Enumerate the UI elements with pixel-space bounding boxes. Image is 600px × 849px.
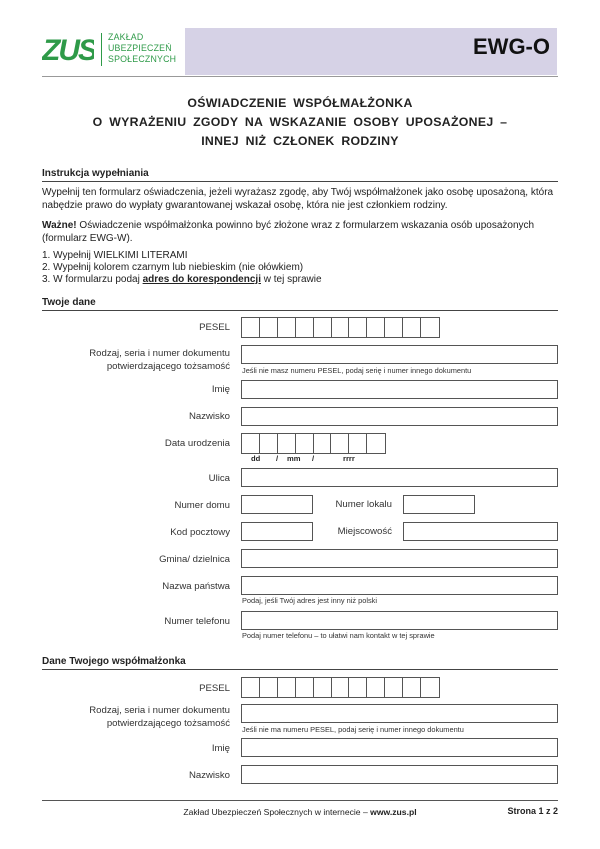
footer-text-pre: Zakład Ubezpieczeń Społecznych w internecie – [183,807,371,817]
postal-code-label: Kod pocztowy [170,527,230,538]
document-input[interactable] [241,345,558,364]
instructions-intro: Wypełnij ten formularz oświadczenia, jeżeli wyrażasz zgodę, aby Twój współmałżonek jako osobę uposażoną, która nabędzie prawo do wypłaty gwarantowanej wskazał osobę, która nie jest członkiem rodziny. [42,187,554,211]
pesel-input[interactable] [241,317,440,338]
footer-link[interactable]: www.zus.pl [370,807,417,817]
phone-label: Numer telefonu [164,616,230,627]
spouse-pesel-label: PESEL [199,683,230,694]
spouse-data-heading: Dane Twojego współmałżonka [42,656,186,667]
spouse-document-label-line-1: Rodzaj, seria i numer dokumentu [89,705,230,716]
country-hint: Podaj, jeśli Twój adres jest inny niż polski [242,596,378,605]
document-label-line-1: Rodzaj, seria i numer dokumentu [89,348,230,359]
country-input[interactable] [241,576,558,595]
last-name-label: Nazwisko [188,411,230,422]
your-data-divider [42,310,558,311]
commune-label: Gmina/ dzielnica [159,554,230,565]
date-sep-1: / [276,454,279,463]
instructions-heading: Instrukcja wypełniania [42,168,149,179]
last-name-input[interactable] [241,407,558,426]
flat-no-label: Numer lokalu [335,499,392,510]
house-no-input[interactable] [241,495,313,514]
header-divider [42,76,558,77]
instructions-important [42,220,558,245]
country-label: Nazwa państwa [162,581,230,592]
item-3-post: w tej sprawie [260,274,322,285]
date-mm-label: mm [287,454,301,463]
document-label-line-2: potwierdzającego tożsamość [106,361,230,372]
form-code: EWG-O [473,34,550,59]
date-rrrr-label: rrrr [343,454,355,463]
spouse-first-name-input[interactable] [241,738,558,757]
logo-line-1: ZAKŁAD [108,32,144,42]
item-3-pre: 3. W formularzu podaj [42,274,143,285]
spouse-pesel-input[interactable] [241,677,440,698]
birth-date-input[interactable] [241,433,386,454]
instructions-item-1: 1. Wypełnij WIELKIMI LITERAMI [42,250,188,261]
footer-divider [42,800,558,801]
document-label [40,347,230,373]
phone-hint: Podaj numer telefonu – to ułatwi nam kontakt w tej sprawie [242,631,435,640]
your-data-heading: Twoje dane [42,297,96,308]
important-label: Ważne! [42,220,77,231]
logo-line-2: UBEZPIECZEŃ [108,43,172,53]
instructions-item-2: 2. Wypełnij kolorem czarnym lub niebieskim (nie ołówkiem) [42,262,304,273]
zus-logo-icon [42,34,94,64]
birth-date-label: Data urodzenia [164,438,230,449]
city-label: Miejscowość [337,526,392,537]
logo-divider [101,33,102,66]
spouse-document-label [40,704,230,730]
spouse-document-hint: Jeśli nie ma numeru PESEL, podaj serię i numer innego dokumentu [242,725,464,734]
item-3-bold: adres do korespondencji [142,274,261,285]
title-line-3: INNEJ NIŻ CZŁONEK RODZINY [201,134,399,148]
street-label: Ulica [208,473,230,484]
house-no-label: Numer domu [174,500,230,511]
logo-line-3: SPOŁECZNYCH [108,54,177,64]
instructions-item-3 [42,274,558,287]
date-dd-label: dd [251,454,261,463]
spouse-data-divider [42,669,558,670]
first-name-label: Imię [211,384,230,395]
spouse-last-name-label: Nazwisko [188,770,230,781]
first-name-input[interactable] [241,380,558,399]
important-text: Oświadczenie współmałżonka powinno być złożone wraz z formularzem wskazania osób uposażonych (formularz EWG-W). [42,220,535,244]
logo-word: ZUS [42,34,94,64]
date-sep-2: / [312,454,315,463]
spouse-document-input[interactable] [241,704,558,723]
document-hint: Jeśli nie masz numeru PESEL, podaj serię i numer innego dokumentu [242,366,472,375]
instructions-divider [42,181,558,182]
spouse-last-name-input[interactable] [241,765,558,784]
logo-text [108,32,176,65]
street-input[interactable] [241,468,558,487]
phone-input[interactable] [241,611,558,630]
pesel-label: PESEL [199,322,230,333]
title-line-2: O WYRAŻENIU ZGODY NA WSKAZANIE OSOBY UPOSAŻONEJ – [92,115,508,129]
postal-code-input[interactable] [241,522,313,541]
page-number: Strona 1 z 2 [507,806,558,816]
spouse-first-name-label: Imię [211,743,230,754]
spouse-document-label-line-2: potwierdzającego tożsamość [106,718,230,729]
title-line-1: OŚWIADCZENIE WSPÓŁMAŁŻONKA [187,96,413,110]
city-input[interactable] [403,522,558,541]
flat-no-input[interactable] [403,495,475,514]
commune-input[interactable] [241,549,558,568]
